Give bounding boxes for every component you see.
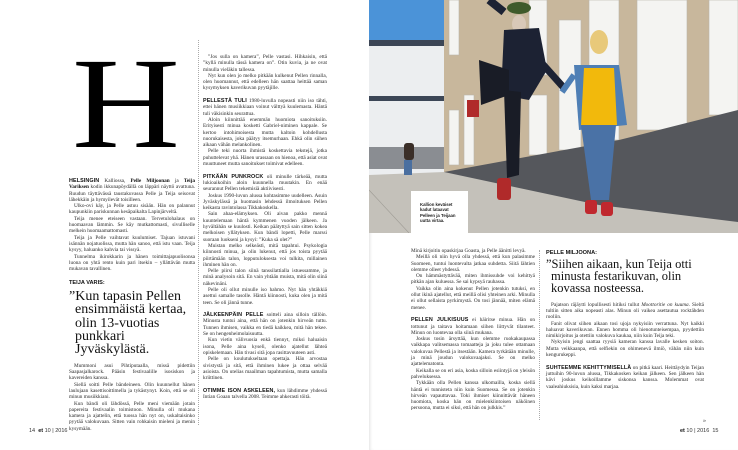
body-paragraph [203, 174, 327, 193]
text-segment: Meillä oli niin hyvä olla yhdessä, että kun palasimme Suomeen, tuntui luontevalta jatkaa suhdetta. Siitä lähtien olemme olleet yhdessä. [411, 254, 535, 273]
text-segment: Kun vietin välivuosia enkä tiennyt, miksi haluaisin isona, Pelle aina kyseli, olenko ajatellut lähteä opiskelemaan. Hän tivasi sitä jopa rasittavuuteen asti. [203, 337, 327, 356]
body-paragraph [411, 254, 535, 273]
text-segment: Pelle Miljoonan [130, 178, 170, 184]
text-segment: on pitkä kaari. Heittäydyin Teijan juttuihin 90-luvun alussa, Tikkakosken keikan jälkeen. Sen jälkeen hän kävi joskus keikoillamme siskonsa kanssa. Molemmat ovat vaaleahiuksisia, kuin kaksi marjaa. [546, 364, 704, 390]
photo-caption: Kallion keväiset kadut lataavat Pelleen ja Teijaan uutta virtaa. [411, 191, 468, 233]
text-segment: Sain ahaa-elämyksen. Oli aivan pakko mennä kuuntelemaan häntä kymmenen vuoden jälkeen. Ja hyvältähän se kuulosti. Keikan päätyttyä sain sitten kokea melkoisen yllätyksen. Kun bändi lopetti, Pelle marssi suoraan luokseni ja kysyi: ”Kuka sä olet?” [203, 211, 327, 243]
text-segment: kodin ikkunapöydällä on läppäri näyttö avattuna. Ruudun täyttävässä taustakuvassa Pelle ja Teija seisovat lähekkäin ja hymyilevät toisilleen. [69, 184, 195, 203]
text-segment: oli minulle tärkeää, mutta lukioaikoihin aloin kuunnella muutakin. En enää seurannut Pellen tekemisiä aktiivisesti. [203, 173, 327, 193]
section-lead-in: JÄLKEENPÄIN PELLE [203, 312, 264, 319]
body-paragraph [411, 336, 535, 367]
text-segment: Minä kirjoitin opaskirjaa Goasta, ja Pelle äänitti levyä. [411, 248, 526, 254]
text-segment: Teija Variksen [69, 178, 196, 191]
text-segment: kun lähdimme yhdessä Intian Goaan talvella 2008. Teimme ahkerasti töitä. [203, 387, 327, 401]
section-lead-in: PELLESTÄ TULI [203, 98, 247, 105]
text-segment: Pelle piirsi talon siinä tanssilattialla istuessamme, ja minä analysoin sitä. En vain yhtään muista, mitä olin siinä näkevinäni. [203, 268, 327, 287]
pull-quote: ”Siihen aikaan, kun Teija otti minusta festarikuvan, olin kovassa nosteessa. [546, 257, 692, 295]
body-paragraph [203, 117, 327, 148]
text-segment: Moottoritie on kuuma [641, 301, 689, 308]
body-paragraph [411, 380, 535, 411]
body-paragraph [69, 235, 195, 254]
text-segment: Pelle on koulutukseltaan opettaja. Hän arvostaa sivistystä ja sitä, että ihminen lukee ja ottaa selvää asioista. On utelias maailman tapahtumista, mutta samalla kriittinen. [203, 356, 327, 382]
body-paragraph [411, 273, 535, 286]
section-lead-in: PELLEN JULKISUUS [411, 317, 469, 324]
text-segment: Kun bändi oli lähdössä, Pelle meni viemään jotain papereita festivaalin toimistoon. Minulla oli mukana kamera ja ajattelin, että tuossa hän nyt on, uskaltaisinko pyytää valokuvaan. Sitten vain rohkaisin mieleni ja menin kysymään. [69, 400, 195, 432]
body-paragraph [69, 216, 195, 235]
text-segment: Keikalla se on eri asia, koska silloin esiintyjä on yleisön palveluksessa. [411, 367, 535, 380]
body-paragraph [69, 254, 195, 273]
column-d [546, 250, 704, 390]
body-paragraph [203, 148, 327, 167]
page-folio-left [29, 428, 67, 434]
text-segment: soitteli aina silloin tällöin. Minusta tuntui aina, että hän on jotenkin hirveän tuttu. Tunnen ihmisen, vaikka en tiedä kaikkea, mitä hän tekee. Se on hengenheimolaisuutta. [203, 312, 327, 338]
body-paragraph [411, 368, 535, 381]
body-paragraph [69, 382, 195, 401]
page-number: 14 [29, 428, 36, 434]
magazine-logo: et [680, 428, 685, 434]
body-paragraph [203, 193, 327, 212]
text-segment: Tykkään olla Pellen kanssa ulkomailla, koska siellä häntä ei tunnisteta niin kuin Suomessa. Se on jotenkin hirveän vapauttavaa. Toki ihmiset kiinnittävät häneen huomiota, koska hän on mielenkiintoisen näköinen persoona, mutta ei siksi, että hän on julkkis.” [411, 380, 535, 412]
body-paragraph [69, 363, 195, 382]
body-paragraph [411, 286, 535, 311]
text-segment: Pajatson räjäytti lopullisesti hitiksi tullut [551, 301, 642, 308]
text-segment: Mummoni asui Pihtiputaalla, missä pidettiin Saapasjalkarock. Pääsin festivaalille isosiskon ja kavereiden kanssa. [69, 362, 195, 382]
column-divider [198, 40, 199, 425]
speaker-label: PELLE MILJOONA: [546, 250, 597, 256]
body-paragraph [203, 356, 327, 381]
section-lead-in: OTIMME ISON ASKELEEN, [203, 387, 276, 394]
speaker-label: TEIJA VARIS: [69, 280, 105, 287]
text-segment: Nykyisin jengi saattaa ryysiä kameran kanssa lavalle kesken soiton. Mutta veikkaanpa, että selfiekin on ohimenevä ilmiö, vähän niin kuin kengurukeppi. [546, 339, 704, 359]
text-segment: Joskus tosin ärsyttää, kun olemme ruokakaupassa vaikkapa valitsemassa tomaatteja ja joku tulee ottamaan valokuvaa Pellestä ja itsestään. Kamera tyrkätään minulle, ja minä joudun valokuvaajaksi. Se on melko ajattelematonta. [411, 336, 535, 368]
magazine-logo: et [38, 428, 44, 434]
text-segment: ei häiritse minua. Hän on tottunut ja taitava hoitamaan siihen liittyvät tilanteet. Minun on luontevaa olla siinä mukana. [411, 317, 535, 336]
text-segment: Teija ja Pelle vaihtavat kuulumiset. Tajuan istuvani isännän nojatuolissa, mutta hän sanoo, että istu vaan. Teija kysyy, haluanko kahvia tai vissyä. [69, 234, 195, 254]
text-segment: Nyt kun olen jo melko pitkään kulkenut Pellen rinnalla, olen huomannut, että edelleen hän saattaa heittää saman kysymyksen kaverikuvan pyytäjille. [203, 72, 327, 92]
text-segment: Siellä soitti Pelle bändeineen. Olin kuunnellut hänen laulujaan kasettisoittimella ja tykästynyt. Koin, että se oli minun musiikkiani. [69, 381, 195, 401]
text-segment: Aloin kiinnittää enemmän huomiota sanoituksiin. Erityisesti minua kosketti Gabriel-niminen kappale. Se kertoo intohimoisesta mutta kaltoin kohdellusta nuorukaisesta, joka päätyy itsemurhaan. Ehkä olin siihen aikaan vähän melankolinen. [203, 116, 327, 149]
text-segment: On hämmästyttävää, miten ihmissuhde voi kehittyä pitkän ajan kuluessa. Se sai kypsyä rauhassa. [411, 273, 535, 286]
section-lead-in: PITKÄÄN PUNKROCK [203, 173, 264, 180]
body-paragraph [203, 388, 327, 401]
section-lead-in: SUHTEEMME KEHITTYMISELLÄ [546, 364, 632, 371]
body-paragraph [546, 302, 704, 321]
text-segment: Fanit olivat siihen aikaan tosi ujoja nykyisiin verrattuna. Nyt kaikki haluavat kaverikuvan. Ennen homma oli hienotunteisempaa, pyydettiin nimikirjoitus ja otettiin valokuva kaukaa, niin kuin Teija teki. [546, 320, 704, 340]
text-segment: Muistan melko selkeästi, mitä tapahtui. Psykologia kiinnosti minua, ja olin lukenut, että jos toista pyytää piirtämään talon, lopputuloksesta voi tulkita, millainen ihminen hän on. [203, 242, 327, 268]
issue-number: 10 | 2016 [686, 428, 710, 434]
body-paragraph [546, 339, 704, 358]
text-segment: ja [169, 178, 184, 184]
text-segment: Kalliossa, [99, 178, 131, 184]
text-segment: . Sieltä tultiin sitten aika nopeasti alas. Minun oli vaikea asettautua rocktähden rooliin. [546, 301, 704, 321]
body-paragraph [203, 54, 327, 73]
text-segment: Ulko-ovi käy, ja Pelle astuu sisään. Hän on palannut kaupunkiin pariskunnan kesäpaikalta Lapinjärveltä. [69, 203, 195, 216]
body-paragraph [546, 365, 704, 390]
text-segment: Tunnelma ikirokkarin ja hänen toimittajapuolisonsa luona on yhtä rento kuin pari itsekin – yllättävän mutta mukavan tavallinen. [69, 253, 195, 273]
text-segment: Teija menee eteiseen vastaan. Tervetulohalaus on huomaavan lämmin. Se käy mutkattomasti, sivulliselle melkein huomaamattomasti. [69, 215, 195, 235]
body-paragraph [203, 268, 327, 287]
body-paragraph [203, 312, 327, 337]
body-paragraph [203, 337, 327, 356]
column-divider [539, 250, 540, 420]
drop-cap: H [72, 32, 180, 176]
body-paragraph [203, 73, 327, 92]
continuation-mark: » [703, 418, 706, 424]
text-segment: ”Jos sulla on kamera”, Pelle vastasi. Hihkaisin, että ”kyllä minulla tässä kamera on”. Otin kuvia, ja ne ovat minulla vieläkin tallessa. [203, 54, 327, 73]
body-paragraph [411, 317, 535, 336]
text-segment: Vaikka olin aina kokenut Pellen jotenkin tutuksi, en ollut ikinä ajatellut, että meillä olisi yhteinen arki. Minulla ei ollut sellaista pyrkimystä. On tosi jännää, miten elämä menee. [411, 285, 535, 311]
section-lead-in: HELSINGIN [69, 178, 100, 184]
pull-quote: ”Kun tapasin Pellen ensimmäistä kertaa, olin 13-vuotias punkkari Jyväskylästä. [69, 288, 187, 358]
body-paragraph [69, 203, 195, 216]
column-b [203, 54, 327, 400]
body-paragraph [203, 211, 327, 242]
page-number: 15 [712, 428, 719, 434]
body-paragraph [69, 178, 195, 203]
issue-number: 10 | 2016 [44, 428, 68, 434]
right-page [369, 0, 738, 450]
column-c [411, 248, 535, 412]
text-segment: 1980-luvulla nopeasti niin iso tähti, ettei hänen musiikkiaan voinut välttyä kuulemasta. Häntä tuli väkisinkin seurattua. [203, 98, 327, 117]
text-segment: Pelle teki nuorta ihmistä koskettavia tekstejä, jotka puhuttelevat yhä. Hänen urassaan on hienoa, että asiat ovat muuttuneet mutta sanoitukset toimivat edelleen. [203, 148, 327, 168]
body-paragraph [203, 243, 327, 268]
page-folio-right [680, 428, 718, 434]
sky [369, 0, 444, 42]
body-paragraph [69, 401, 195, 432]
body-paragraph [203, 98, 327, 117]
text-segment: Pelle oli ollut minulle iso hahmo. Nyt hän yhtäkkiä asettui samalle tasolle. Häntä kiinnosti, kuka olen ja mitä teen. Se oli jännä tunne. [203, 286, 327, 306]
body-paragraph [546, 321, 704, 340]
text-segment: Joskus 1990-luvun alussa kohtasimme uudelleen. Asuin Jyväskylässä ja huomasin lehdessä ilmoituksen Pellen keikasta ravintolassa Tikkakoskella. [203, 192, 327, 212]
body-paragraph [203, 287, 327, 306]
column-a [69, 178, 195, 432]
